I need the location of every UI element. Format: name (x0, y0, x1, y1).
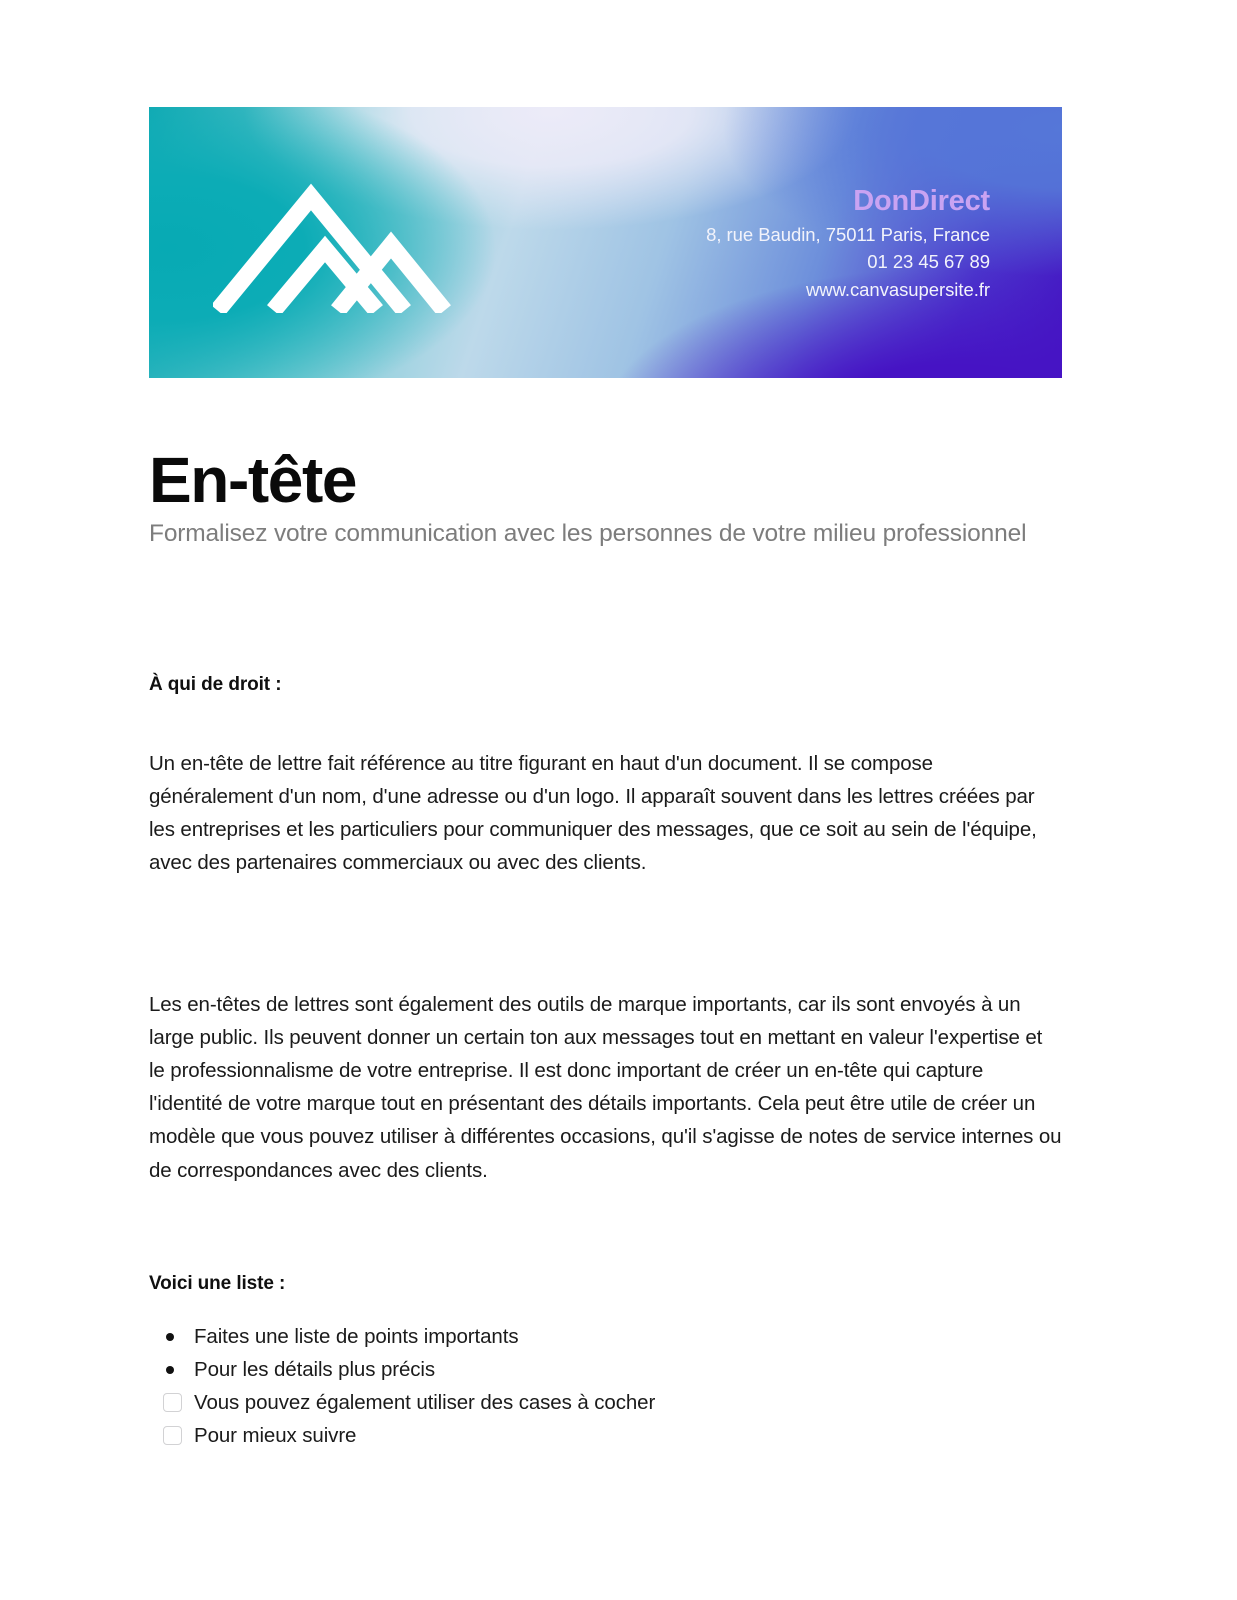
list-item-label: Pour mieux suivre (194, 1423, 357, 1447)
mountain-peaks-logo-icon (213, 173, 513, 313)
list-item[interactable] (149, 1419, 909, 1452)
letterhead-banner (149, 107, 1062, 378)
checkbox-unchecked-icon[interactable] (149, 1393, 194, 1412)
recipient-heading: À qui de droit : (149, 674, 282, 695)
bullet-icon (149, 1366, 194, 1374)
brand-phone: 01 23 45 67 89 (867, 251, 990, 273)
list-item (149, 1320, 909, 1353)
banner-contact-block (706, 183, 990, 303)
list-item-label: Faites une liste de points importants (194, 1324, 519, 1348)
brand-website: www.canvasupersite.fr (805, 278, 990, 300)
page-title: En-tête (149, 443, 357, 516)
feature-list (149, 1320, 909, 1452)
page-subtitle: Formalisez votre communication avec les personnes de votre milieu professionnel (149, 520, 1027, 547)
list-heading: Voici une liste : (149, 1273, 286, 1294)
paragraph-two: Les en-têtes de lettres sont également des outils de marque importants, car ils sont envoyés à un large public. Ils peuvent donner un certain ton aux messages tout en mettant en valeur l'expertise et le professionnalisme de votre entreprise. Il est donc important de créer un en-tête qui capture l'identité de votre marque tout en présentant des détails importants. Cela peut être utile de créer un modèle que vous pouvez utiliser à différentes occasions, qu'il s'agisse de notes de service internes ou de correspondances avec des clients. (149, 992, 1062, 1182)
list-item[interactable] (149, 1386, 909, 1419)
list-item-label: Vous pouvez également utiliser des cases à cocher (194, 1390, 656, 1414)
paragraph-one: Un en-tête de lettre fait référence au titre figurant en haut d'un document. Il se compose généralement d'un nom, d'une adresse ou d'un logo. Il apparaît souvent dans les lettres créées par les entreprises et les particuliers pour communiquer des messages, que ce soit au sein de l'équipe, avec des partenaires commerciaux ou avec des clients. (149, 751, 1037, 875)
bullet-icon (149, 1333, 194, 1341)
checkbox-unchecked-icon[interactable] (149, 1426, 194, 1445)
brand-name: DonDirect (853, 185, 990, 217)
list-item-label: Pour les détails plus précis (194, 1357, 436, 1381)
brand-address: 8, rue Baudin, 75011 Paris, France (706, 224, 990, 246)
list-item (149, 1353, 909, 1386)
